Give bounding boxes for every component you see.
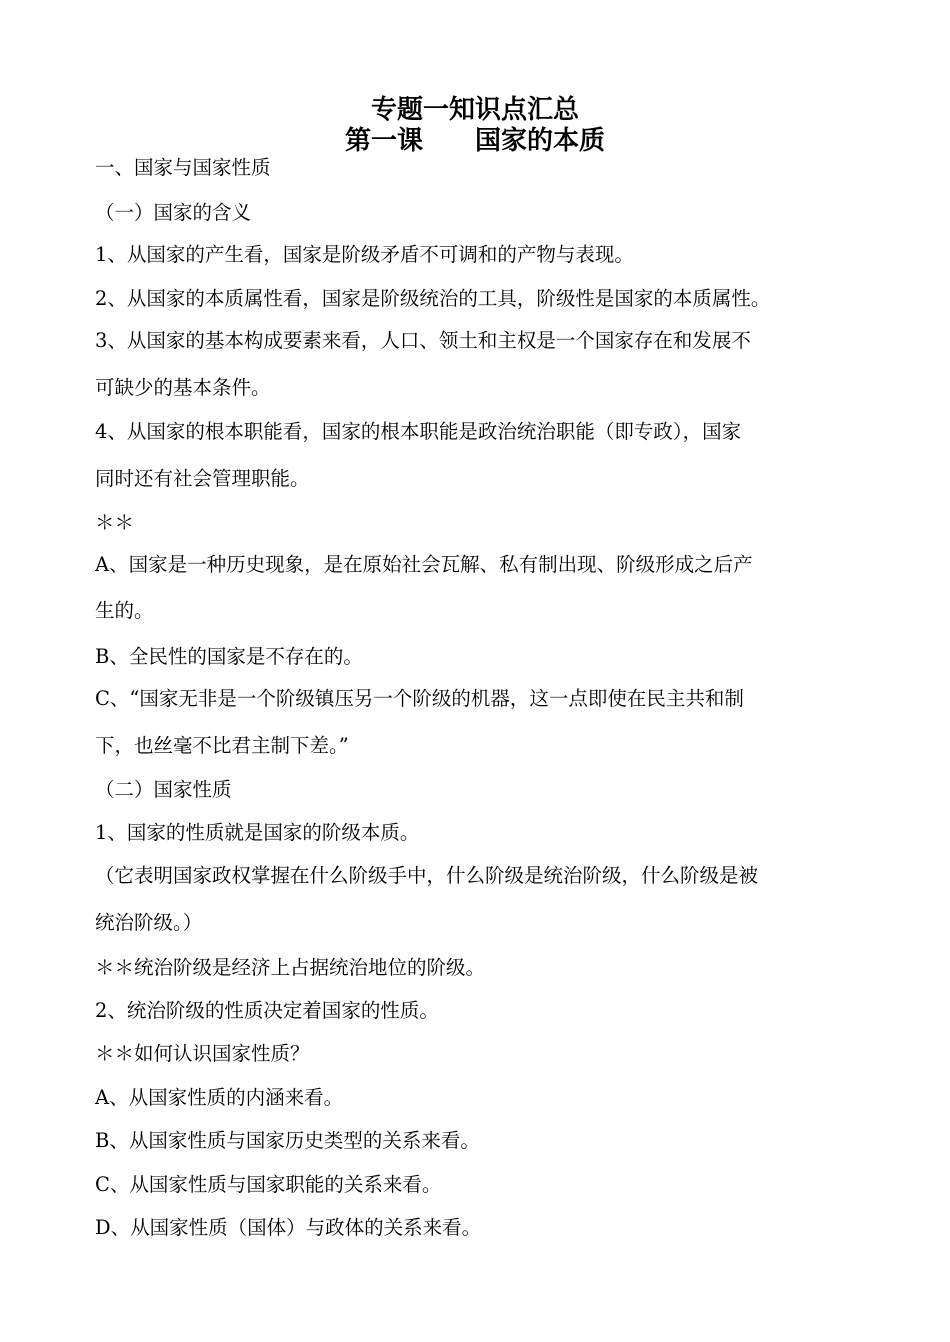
paragraph-line: 统治阶级。） (95, 911, 203, 934)
paragraph-line: 2、从国家的本质属性看，国家是阶级统治的工具，阶级性是国家的本质属性。 (95, 287, 771, 310)
subsection-heading: （一）国家的含义 (95, 201, 252, 224)
paragraph-line: C、“国家无非是一个阶级镇压另一个阶级的机器，这一点即使在民主共和制 (95, 687, 744, 710)
paragraph-line: ＊＊统治阶级是经济上占据统治地位的阶级。 (95, 956, 486, 979)
paragraph-line: C、从国家性质与国家职能的关系来看。 (95, 1173, 442, 1196)
subsection-heading: （二）国家性质 (95, 778, 232, 801)
paragraph-line: B、全民性的国家是不存在的。 (95, 645, 363, 668)
paragraph-line: 1、从国家的产生看，国家是阶级矛盾不可调和的产物与表现。 (95, 243, 634, 266)
section-heading: 一、国家与国家性质 (95, 156, 271, 179)
paragraph-line: 2、统治阶级的性质决定着国家的性质。 (95, 999, 439, 1022)
paragraph-line: D、从国家性质（国体）与政体的关系来看。 (95, 1216, 482, 1239)
paragraph-line: 3、从国家的基本构成要素来看，人口、领土和主权是一个国家存在和发展不 (95, 329, 751, 352)
paragraph-line: （它表明国家政权掌握在什么阶级手中，什么阶级是统治阶级，什么阶级是被 (95, 864, 759, 887)
paragraph-line: 同时还有社会管理职能。 (95, 467, 310, 490)
paragraph-line: 1、国家的性质就是国家的阶级本质。 (95, 821, 420, 844)
paragraph-line: B、从国家性质与国家历史类型的关系来看。 (95, 1129, 480, 1152)
marker-line: ＊＊ (95, 511, 135, 534)
document-title: 专题一知识点汇总 (370, 95, 579, 125)
paragraph-line: ＊＊如何认识国家性质？ (95, 1042, 310, 1065)
paragraph-line: A、国家是一种历史现象，是在原始社会瓦解、私有制出现、阶级形成之后产 (95, 553, 753, 576)
paragraph-line: 4、从国家的根本职能看，国家的根本职能是政治统治职能（即专政），国家 (95, 420, 742, 443)
document-subtitle: 第一课 国家的本质 (344, 126, 605, 156)
paragraph-line: 可缺少的基本条件。 (95, 376, 271, 399)
paragraph-line: 下，也丝毫不比君主制下差。” (95, 734, 349, 757)
paragraph-line: 生的。 (95, 599, 154, 622)
paragraph-line: A、从国家性质的内涵来看。 (95, 1086, 344, 1109)
